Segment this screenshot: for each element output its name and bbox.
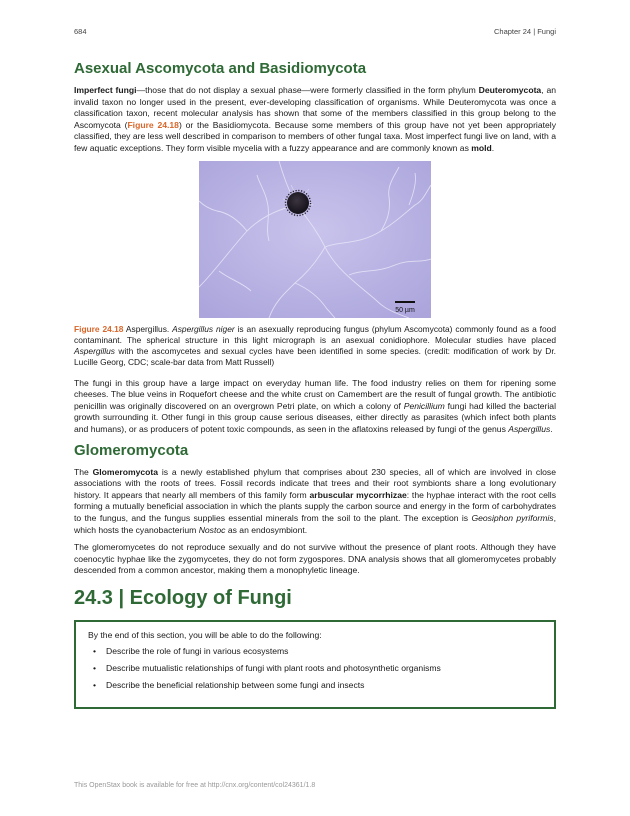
text-span: is a newly established phylum that comprises about 230 species, all of which are involved in close associations with the roots of trees. Fossil records indicate that trees and their root symbionts share a long evolutionary history. It appears that nearly all members of this family form: [74, 466, 556, 500]
paragraph-glomeromycota-1: [74, 467, 556, 537]
section-heading-asexual: Asexual Ascomycota and Basidiomycota: [74, 60, 367, 77]
learning-objectives-box: [74, 620, 556, 709]
paragraph-fungi-impact: [74, 378, 556, 436]
text-span: The fungi in this group have a large impact on everyday human life. The food industry relies on them for ripening some cheeses. The blue veins in Roquefort cheese and the white crust on Camembert are the result of fungal growth. The antibiotic penicillin was originally discovered on an overgrown Petri plate, on which a colony of: [74, 377, 556, 411]
conidiophore-head: [287, 192, 309, 214]
section-heading-ecology: [74, 587, 556, 610]
text-span: Aspergillus.: [123, 323, 173, 334]
objective-item: • Describe the beneficial relationship between some fungi and insects: [106, 680, 542, 691]
figure-caption: [74, 324, 556, 368]
term-mold: mold: [471, 142, 492, 153]
text-span: as an endosymbiont.: [225, 524, 308, 535]
page-header: [74, 27, 556, 39]
scale-label: 50 µm: [395, 306, 415, 314]
term-arbuscular-mycorrhizae: arbuscular mycorrhizae: [309, 489, 407, 500]
section-heading-glomeromycota: Glomeromycota: [74, 441, 189, 459]
paragraph-glomeromycota-2: The glomeromycetes do not reproduce sexually and do not survive without the presence of plant roots. Although they have coenocytic hyphae like the zygomycetes, they do not form zygospores. DNA analysis shows that all glomeromycetes probably descended from a common ancestor, making them a monophyletic lineage.: [74, 542, 556, 576]
paragraph-imperfect-fungi: [74, 85, 556, 155]
figure-24-18: [74, 161, 556, 368]
genus-name: Aspergillus: [74, 345, 115, 356]
page-footer: This OpenStax book is available for free at http://cnx.org/content/col24361/1.8: [74, 782, 316, 789]
chapter-title: Chapter 24 | Fungi: [494, 27, 556, 36]
micrograph-background: [199, 161, 431, 318]
objectives-list: [88, 646, 542, 691]
text-span: is an asexually reproducing fungus (phylum Ascomycota) commonly found as a food contaminant. The spherical structure in this light micrograph is an asexual conidiophore. Molecular studies have placed: [74, 323, 556, 345]
aspergillus-micrograph: [199, 161, 431, 318]
figure-link-24-18[interactable]: Figure 24.18: [127, 119, 179, 130]
page-number: 684: [74, 27, 87, 36]
species-name: Aspergillus niger: [172, 323, 235, 334]
section-separator: |: [112, 586, 130, 609]
text-span: ) or the Basidiomycota. Because some members of this group have not yet been appropriately classified, they are less well described in comparison to members of other fungal taxa. Most imperfect fungi live on land, with a few aquatic exceptions. They form visible mycelia with a fuzzy appearance and are commonly known as: [74, 119, 556, 153]
text-span: The: [74, 466, 93, 477]
term-deuteromycota: Deuteromycota: [478, 85, 542, 95]
text-span: with the ascomycetes and sexual cycles have been identified in some species. (credit: modification of work by Dr. Lucille Georg, CDC; scale-bar data from Matt Russell): [74, 345, 556, 367]
objective-item: • Describe mutualistic relationships of fungi with plant roots and photosynthetic organisms: [106, 663, 542, 674]
genus-name: Nostoc: [198, 524, 226, 535]
section-title: Ecology of Fungi: [129, 586, 292, 609]
objective-item: • Describe the role of fungi in various ecosystems: [106, 646, 542, 657]
genus-name: Penicillium: [403, 400, 445, 411]
text-span: .: [491, 142, 495, 153]
term-imperfect-fungi: Imperfect fungi: [74, 85, 137, 95]
text-span: , which hosts the cyanobacterium: [74, 512, 556, 535]
objectives-intro: By the end of this section, you will be able to do the following:: [88, 629, 322, 640]
term-glomeromycota: Glomeromycota: [92, 466, 159, 477]
text-span: : the hyphae interact with the root cells forming a mutually beneficial association in which the plants supply the carbon source and energy in the form of carbohydrates to the fungus, and the fungus supplies essential minerals from the soil to the plant. The exception is: [74, 489, 556, 523]
scale-bar: [395, 301, 415, 303]
text-span: .: [550, 423, 553, 434]
text-span: fungi had killed the bacterial growth surrounding it. Other fungi in this group cause serious diseases, either directly as parasites (which infect both plants and humans), or as producers of potent toxic compounds, as seen in the aflatoxins released by fungi of the genus: [74, 400, 556, 434]
section-number: 24.3: [74, 586, 113, 609]
page-content: [74, 60, 556, 709]
text-span: —those that do not display a sexual phase—were formerly classified in the form phylum: [136, 85, 479, 95]
text-span: , an invalid taxon no longer used in the present, ever-developing classification of organisms. While Deuteromycota was once a classification taxon, recent molecular analysis has shown that some of the members classified in this group belong to the Ascomycota (: [74, 85, 557, 130]
figure-label: Figure 24.18: [74, 323, 124, 334]
species-name: Geosiphon pyriformis: [471, 512, 554, 523]
genus-name: Aspergillus: [508, 423, 551, 434]
